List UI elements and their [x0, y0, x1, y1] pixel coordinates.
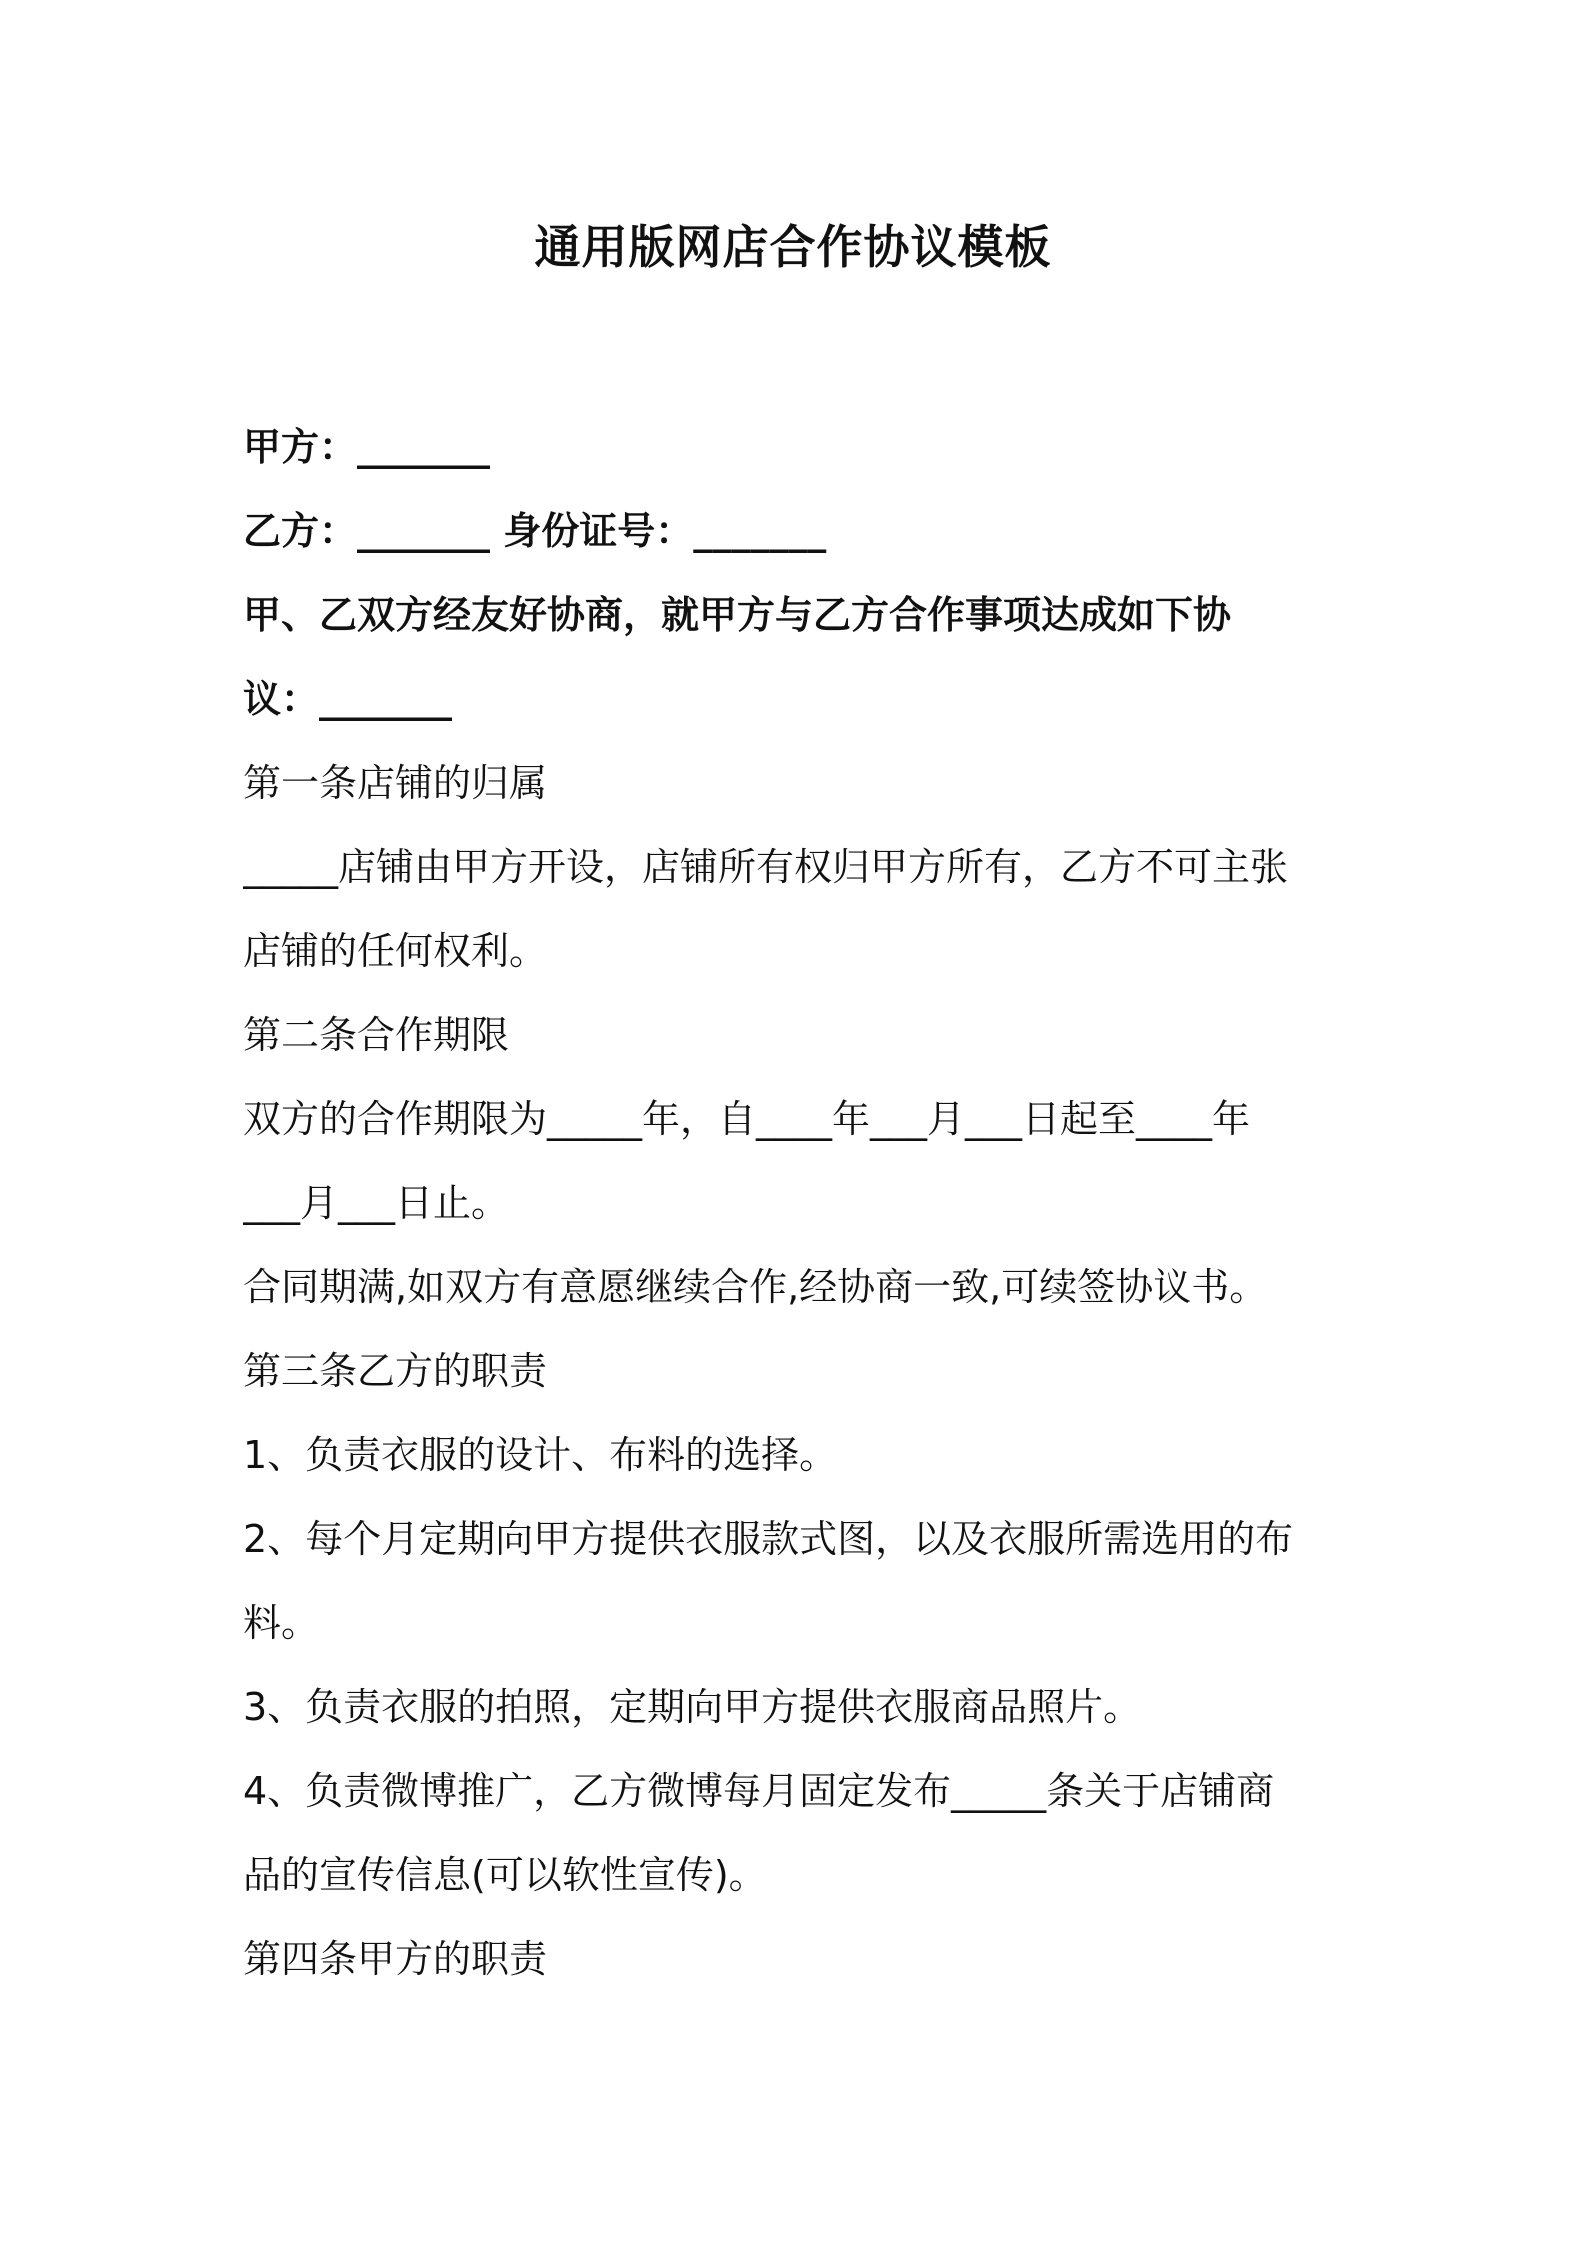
article-2-renewal-text: 合同期满,如双方有意愿继续合作,经协商一致,可续签协议书。 — [243, 1265, 1268, 1309]
article-4-heading: 第四条甲方的职责 — [243, 1937, 548, 1981]
article-3-item-4-continuation: 品的宣传信息(可以软性宣传)。 — [243, 1853, 767, 1897]
document-title: 通用版网店合作协议模板 — [534, 220, 1052, 274]
agreement-intro-line: 甲、乙双方经友好协商，就甲方与乙方合作事项达成如下协 — [243, 593, 1232, 637]
article-1-text: _____店铺由甲方开设，店铺所有权归甲方所有，乙方不可主张 — [243, 845, 1289, 889]
article-1-text-continuation: 店铺的任何权利。 — [243, 929, 548, 973]
article-3-item-2-continuation: 料。 — [243, 1601, 320, 1645]
article-2-term-text: 双方的合作期限为_____年，自____年___月___日起至____年 — [243, 1097, 1251, 1141]
article-1-heading: 第一条店铺的归属 — [243, 761, 548, 805]
article-3-heading: 第三条乙方的职责 — [243, 1349, 548, 1393]
article-3-item-2: 2、每个月定期向甲方提供衣服款式图，以及衣服所需选用的布 — [243, 1517, 1294, 1561]
article-3-item-4: 4、负责微博推广，乙方微博每月固定发布_____条关于店铺商 — [243, 1769, 1275, 1813]
party-a-line: 甲方：_______ — [243, 425, 491, 469]
article-2-heading: 第二条合作期限 — [243, 1013, 510, 1057]
party-b-line: 乙方：_______ 身份证号：_______ — [243, 509, 827, 553]
article-3-item-3: 3、负责衣服的拍照，定期向甲方提供衣服商品照片。 — [243, 1685, 1142, 1729]
document-body — [243, 405, 1353, 2001]
agreement-intro-continuation: 议：_______ — [243, 677, 453, 721]
article-3-item-1: 1、负责衣服的设计、布料的选择。 — [243, 1433, 838, 1477]
article-2-term-continuation: ___月___日止。 — [243, 1181, 510, 1225]
